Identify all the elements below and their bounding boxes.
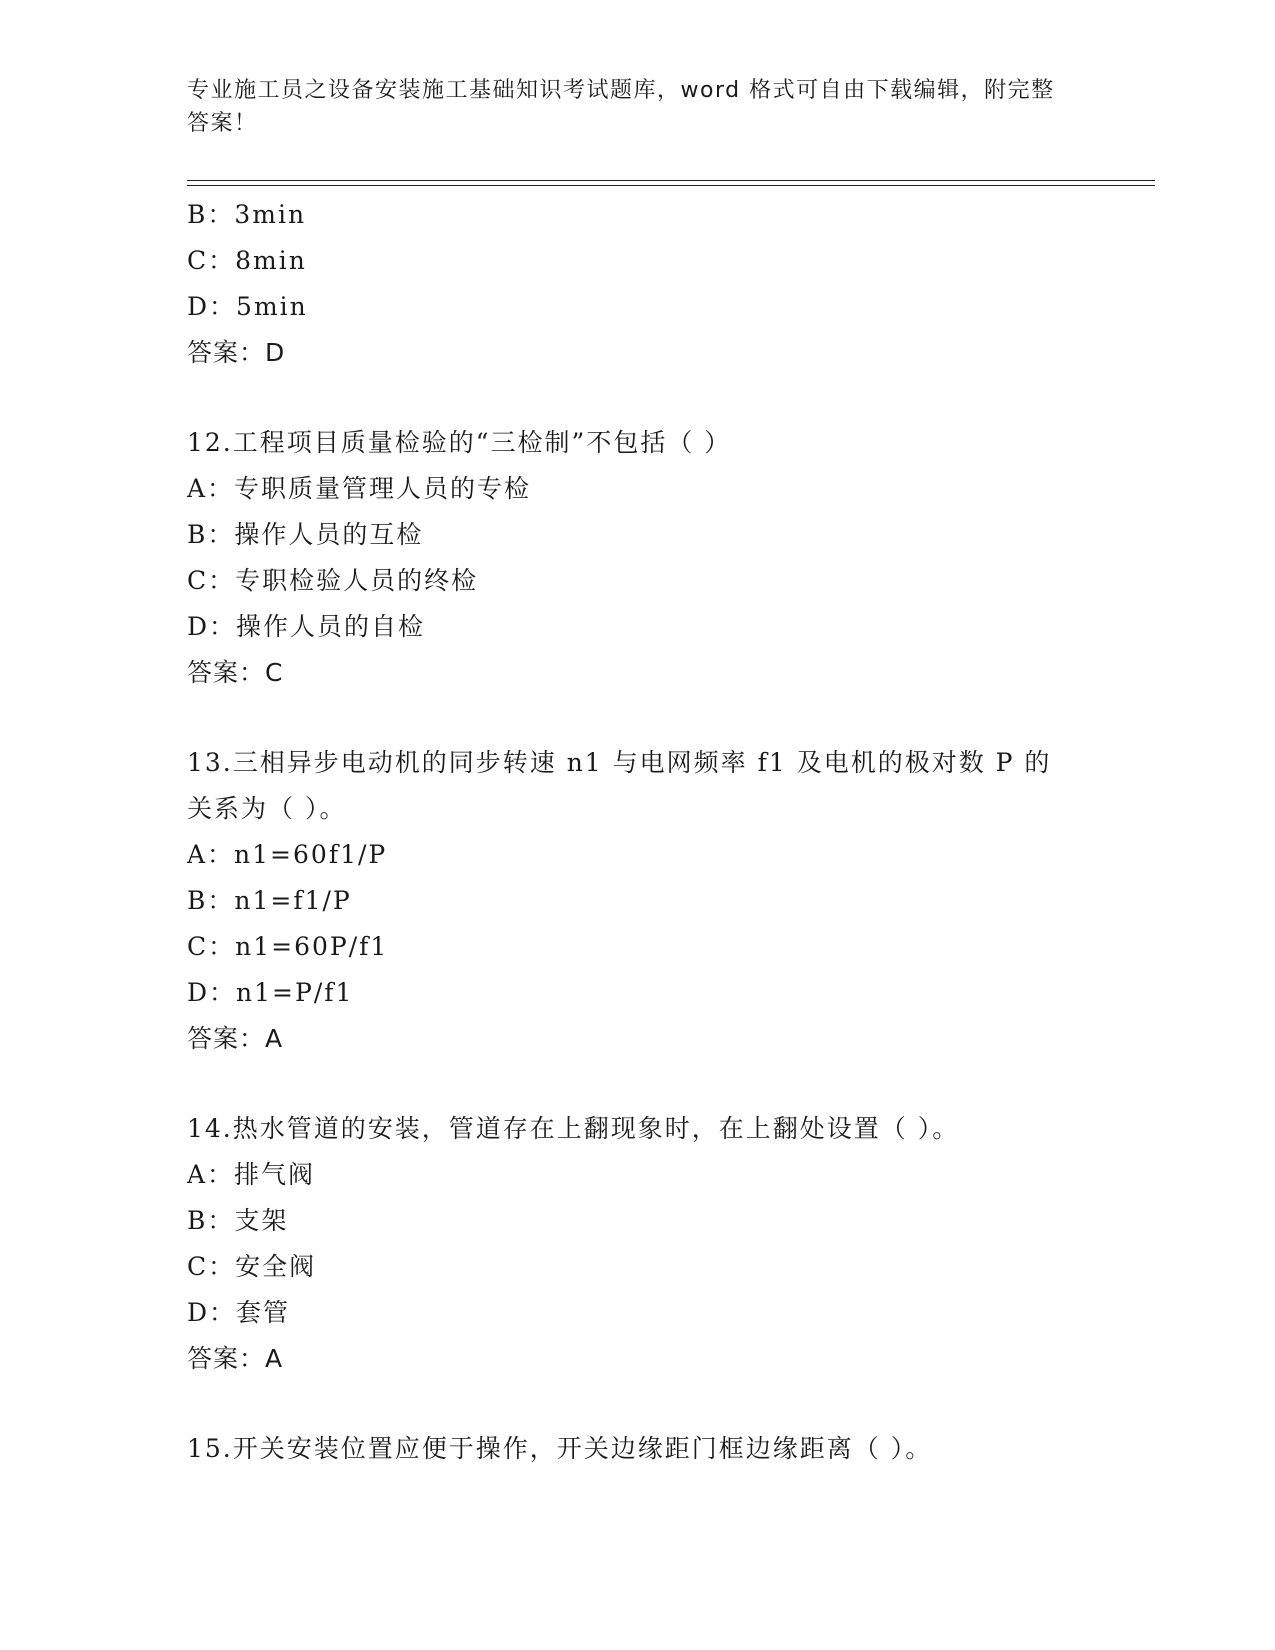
question-block-15 <box>187 1426 1087 1472</box>
answer-line: 答案：D <box>187 338 286 367</box>
option-d: D：n1=P/f1 <box>187 978 354 1007</box>
question-stem: 15.开关安装位置应便于操作，开关边缘距门框边缘距离（ ）。 <box>187 1434 933 1463</box>
option-c: C：n1=60P/f1 <box>187 932 389 961</box>
question-list <box>187 192 1087 1472</box>
answer-line: 答案：A <box>187 1344 284 1373</box>
question-block-11 <box>187 192 1087 376</box>
document-header: 专业施工员之设备安装施工基础知识考试题库，word 格式可自由下载编辑，附完整答案！ <box>187 78 1055 136</box>
option-d: D：套管 <box>187 1298 291 1327</box>
header-divider-bottom <box>187 185 1155 186</box>
question-block-13 <box>187 740 1087 1062</box>
option-b: B：3min <box>187 200 307 229</box>
question-block-12 <box>187 420 1087 696</box>
question-stem: 12.工程项目质量检验的“三检制”不包括（ ） <box>187 428 732 457</box>
option-a: A：n1=60f1/P <box>187 840 388 869</box>
question-block-14 <box>187 1106 1087 1382</box>
option-b: B：操作人员的互检 <box>187 520 424 549</box>
option-d: D：5min <box>187 292 308 321</box>
option-c: C：专职检验人员的终检 <box>187 566 479 595</box>
option-b: B：n1=f1/P <box>187 886 352 915</box>
header-divider-top <box>187 180 1155 181</box>
option-b: B：支架 <box>187 1206 289 1235</box>
option-d: D：操作人员的自检 <box>187 612 426 641</box>
question-stem: 14.热水管道的安装，管道存在上翻现象时，在上翻处设置（ ）。 <box>187 1114 960 1143</box>
option-a: A：排气阀 <box>187 1160 316 1189</box>
option-c: C：8min <box>187 246 307 275</box>
answer-line: 答案：A <box>187 1024 284 1053</box>
question-stem: 13.三相异步电动机的同步转速 n1 与电网频率 f1 及电机的极对数 P 的关系为（ ）。 <box>187 748 1052 823</box>
option-a: A：专职质量管理人员的专检 <box>187 474 532 503</box>
answer-line: 答案：C <box>187 658 284 687</box>
option-c: C：安全阀 <box>187 1252 317 1281</box>
